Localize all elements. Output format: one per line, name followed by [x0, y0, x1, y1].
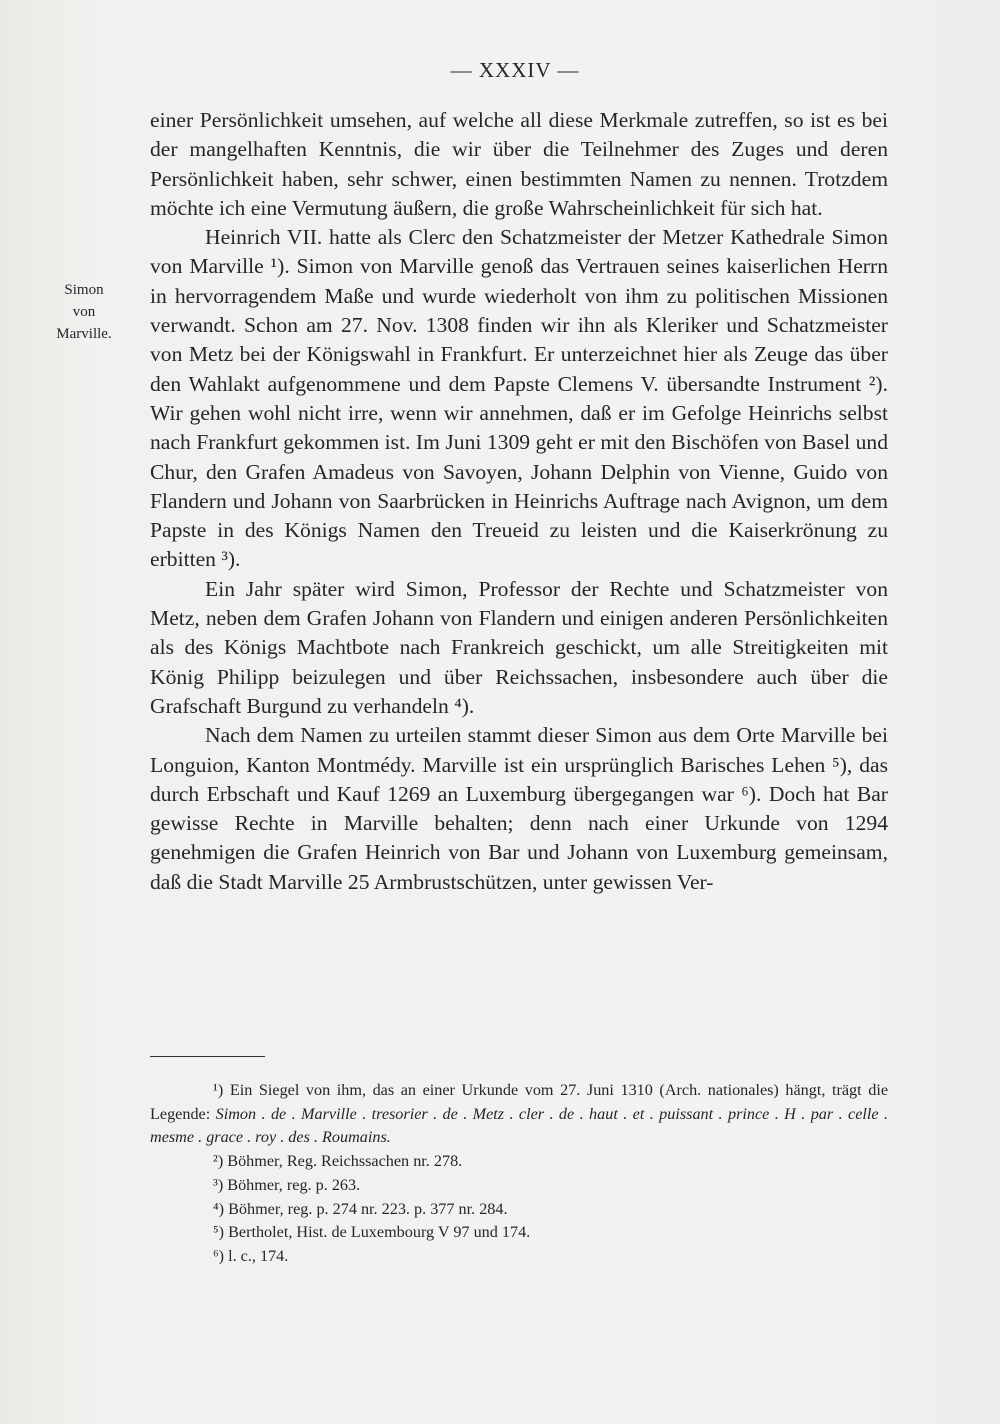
footnotes	[150, 1079, 888, 1269]
footnote-mark: ¹)	[213, 1081, 224, 1099]
paragraph: einer Persönlichkeit umsehen, auf welche all diese Merkmale zutreffen, so ist es bei der mangelhaften Kenntnis, die wir über die Teilnehmer des Zuges und deren Persönlichkeit haben, sehr schwer, einen bestimmten Namen zu nennen. Trotzdem möchte ich eine Vermutung äußern, die große Wahrscheinlichkeit für sich hat.	[150, 108, 888, 220]
footnote	[150, 1079, 888, 1150]
paragraph: Heinrich VII. hatte als Clerc den Schatzmeister der Metzer Kathedrale Simon von Marville ¹). Simon von Marville genoß das Vertrauen seines kaiserlichen Herrn in hervorragendem Maße und wurde wiederholt von ihm zu politischen Missionen verwandt. Schon am 27. Nov. 1308 finden wir ihn als Kleriker und Schatzmeister von Metz bei der Königswahl in Frankfurt. Er unterzeichnet hier als Zeuge das über den Wahlakt aufgenommene und dem Papste Clemens V. übersandte Instrument ²). Wir gehen wohl nicht irre, wenn wir annehmen, daß er im Gefolge Heinrichs selbst nach Frankfurt gekommen ist. Im Juni 1309 geht er mit den Bischöfen von Basel und Chur, den Grafen Amadeus von Savoyen, Johann Delphin von Vienne, Guido von Flandern und Johann von Saarbrücken in Heinrichs Auftrage nach Avignon, um dem Papste in des Königs Namen den Treueid zu leisten und die Kaiserkrönung zu erbitten ³).	[150, 225, 888, 572]
page-number: — XXXIV —	[450, 58, 580, 82]
main-text	[150, 106, 888, 897]
paragraph: Ein Jahr später wird Simon, Professor der Rechte und Schatzmeister von Metz, neben dem Grafen Johann von Flandern und einigen anderen Persönlichkeiten als des Königs Machtbote nach Frankreich geschickt, um alle Streitigkeiten mit König Philipp beizulegen und über Reichssachen, insbesondere auch über die Grafschaft Burgund zu verhandeln ⁴).	[150, 576, 888, 718]
margin-note-line: Simon	[64, 282, 104, 298]
footnote: ⁵) Bertholet, Hist. de Luxembourg V 97 und 174.	[213, 1223, 531, 1242]
footnote: ⁴) Böhmer, reg. p. 274 nr. 223. p. 377 nr. 284.	[213, 1199, 508, 1218]
footnote: ²) Böhmer, Reg. Reichssachen nr. 278.	[213, 1152, 463, 1171]
footnote: ⁶) l. c., 174.	[213, 1246, 289, 1265]
footnote-text: Ein Siegel von ihm, das an einer Urkunde vom 27. Juni 1310 (Arch. nationales) hängt, trägt die Legende:	[150, 1081, 888, 1123]
margin-note	[40, 279, 128, 345]
margin-note-line: von	[72, 304, 96, 320]
margin-note-line: Marville.	[56, 326, 112, 342]
seal-legend: Simon . de . Marville . tresorier . de . Metz . cler . de . haut . et . puissant . prince . H . par . celle . mesme . grace . roy . des . Roumains.	[150, 1104, 889, 1147]
footnote: ³) Böhmer, reg. p. 263.	[213, 1175, 361, 1194]
paragraph: Nach dem Namen zu urteilen stammt dieser Simon aus dem Orte Marville bei Longuion, Kanton Montmédy. Marville ist ein ursprünglich Barisches Lehen ⁵), das durch Erbschaft und Kauf 1269 an Luxemburg übergegangen war ⁶). Doch hat Bar gewisse Rechte in Marville behalten; denn nach einer Urkunde von 1294 genehmigen die Grafen Heinrich von Bar und Johann von Luxemburg gemeinsam, daß die Stadt Marville 25 Armbrustschützen, unter gewissen Ver-	[150, 723, 888, 894]
footnote-divider	[150, 1056, 265, 1057]
